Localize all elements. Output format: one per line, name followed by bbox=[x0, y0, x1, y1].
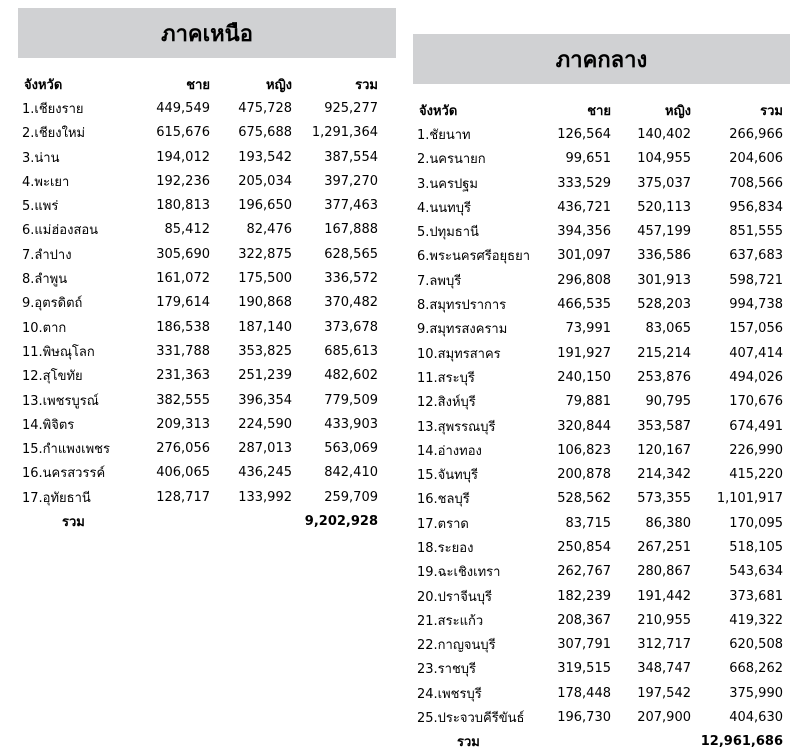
female-cell: 348,747 bbox=[637, 661, 691, 677]
table-row bbox=[413, 608, 783, 632]
table-row bbox=[413, 487, 783, 511]
table-row bbox=[413, 341, 783, 365]
table-row bbox=[18, 193, 378, 217]
total-cell: 407,414 bbox=[729, 345, 783, 361]
province-cell: 15.กำแพงเพชร bbox=[22, 442, 110, 458]
table-row bbox=[413, 147, 783, 171]
female-cell: 267,251 bbox=[637, 539, 691, 555]
province-cell: 6.พระนครศรีอยุธยา bbox=[417, 249, 531, 265]
female-cell: 336,586 bbox=[637, 248, 691, 264]
female-cell: 133,992 bbox=[238, 489, 292, 505]
female-cell: 83,065 bbox=[645, 321, 691, 337]
table-row bbox=[18, 461, 378, 485]
female-cell: 205,034 bbox=[238, 173, 292, 189]
province-cell: 7.ลพบุรี bbox=[417, 273, 462, 289]
female-cell: 90,795 bbox=[645, 394, 691, 410]
total-label: รวม bbox=[457, 735, 480, 751]
total-cell: 620,508 bbox=[729, 637, 783, 653]
male-cell: 128,717 bbox=[156, 489, 210, 505]
male-cell: 615,676 bbox=[156, 125, 210, 141]
male-cell: 436,721 bbox=[557, 199, 611, 215]
table-row bbox=[18, 218, 378, 242]
table-row bbox=[413, 219, 783, 243]
male-cell: 449,549 bbox=[156, 100, 210, 116]
male-cell: 319,515 bbox=[557, 661, 611, 677]
male-cell: 196,730 bbox=[557, 710, 611, 726]
table-header-row bbox=[18, 72, 378, 96]
province-cell: 11.สระบุรี bbox=[417, 370, 475, 386]
female-cell: 457,199 bbox=[637, 224, 691, 240]
province-cell: 13.เพชรบูรณ์ bbox=[22, 393, 99, 409]
total-value: 12,961,686 bbox=[700, 734, 783, 750]
province-cell: 3.นครปฐม bbox=[417, 176, 478, 192]
female-cell: 86,380 bbox=[645, 515, 691, 531]
north-region-title: ภาคเหนือ bbox=[18, 8, 396, 58]
female-cell: 312,717 bbox=[637, 637, 691, 653]
total-cell: 373,678 bbox=[324, 319, 378, 335]
male-cell: 305,690 bbox=[156, 246, 210, 262]
province-cell: 3.น่าน bbox=[22, 150, 60, 166]
male-cell: 250,854 bbox=[557, 539, 611, 555]
female-cell: 253,876 bbox=[637, 369, 691, 385]
table-row bbox=[18, 96, 378, 120]
total-cell: 167,888 bbox=[324, 222, 378, 238]
male-cell: 231,363 bbox=[156, 368, 210, 384]
total-cell: 925,277 bbox=[324, 100, 378, 116]
province-cell: 16.ชลบุรี bbox=[417, 492, 470, 508]
column-header-male: ชาย bbox=[587, 103, 611, 119]
female-cell: 528,203 bbox=[637, 297, 691, 313]
total-cell: 956,834 bbox=[729, 199, 783, 215]
table-row bbox=[18, 436, 378, 460]
province-cell: 1.เชียงราย bbox=[22, 101, 84, 117]
male-cell: 83,715 bbox=[565, 515, 611, 531]
table-row bbox=[413, 560, 783, 584]
north-population-table bbox=[18, 72, 378, 534]
total-cell: 637,683 bbox=[729, 248, 783, 264]
province-cell: 21.สระแก้ว bbox=[417, 613, 484, 629]
province-cell: 4.พะเยา bbox=[22, 174, 70, 190]
province-cell: 11.พิษณุโลก bbox=[22, 344, 95, 360]
province-cell: 22.กาญจนบุรี bbox=[417, 638, 496, 654]
province-cell: 9.อุตรดิตถ์ bbox=[22, 296, 83, 312]
total-cell: 518,105 bbox=[729, 539, 783, 555]
table-row bbox=[18, 339, 378, 363]
male-cell: 394,356 bbox=[557, 224, 611, 240]
male-cell: 192,236 bbox=[156, 173, 210, 189]
total-cell: 397,270 bbox=[324, 173, 378, 189]
total-cell: 494,026 bbox=[729, 369, 783, 385]
total-cell: 204,606 bbox=[729, 151, 783, 167]
male-cell: 180,813 bbox=[156, 198, 210, 214]
female-cell: 175,500 bbox=[238, 271, 292, 287]
table-row bbox=[413, 268, 783, 292]
total-cell: 387,554 bbox=[324, 149, 378, 165]
total-cell: 851,555 bbox=[729, 224, 783, 240]
table-row bbox=[18, 242, 378, 266]
male-cell: 186,538 bbox=[156, 319, 210, 335]
female-cell: 224,590 bbox=[238, 416, 292, 432]
province-cell: 14.พิจิตร bbox=[22, 417, 75, 433]
female-cell: 207,900 bbox=[637, 710, 691, 726]
female-cell: 190,868 bbox=[238, 295, 292, 311]
table-row bbox=[18, 291, 378, 315]
female-cell: 104,955 bbox=[637, 151, 691, 167]
table-row bbox=[413, 171, 783, 195]
table-row bbox=[413, 657, 783, 681]
province-cell: 15.จันทบุรี bbox=[417, 468, 478, 484]
province-cell: 10.ตาก bbox=[22, 320, 67, 336]
province-cell: 18.ระยอง bbox=[417, 540, 474, 556]
table-row bbox=[18, 412, 378, 436]
total-label: รวม bbox=[62, 514, 85, 530]
province-cell: 4.นนทบุรี bbox=[417, 200, 471, 216]
total-cell: 1,101,917 bbox=[716, 491, 783, 507]
female-cell: 215,214 bbox=[637, 345, 691, 361]
male-cell: 208,367 bbox=[557, 612, 611, 628]
total-cell: 377,463 bbox=[324, 198, 378, 214]
female-cell: 82,476 bbox=[246, 222, 292, 238]
female-cell: 191,442 bbox=[637, 588, 691, 604]
female-cell: 353,825 bbox=[238, 343, 292, 359]
total-cell: 259,709 bbox=[324, 489, 378, 505]
total-cell: 482,602 bbox=[324, 368, 378, 384]
female-cell: 353,587 bbox=[637, 418, 691, 434]
province-cell: 8.ลำพูน bbox=[22, 272, 68, 288]
male-cell: 85,412 bbox=[164, 222, 210, 238]
male-cell: 406,065 bbox=[156, 465, 210, 481]
table-row bbox=[413, 438, 783, 462]
table-row bbox=[413, 292, 783, 316]
province-cell: 17.อุทัยธานี bbox=[22, 490, 91, 506]
female-cell: 196,650 bbox=[238, 198, 292, 214]
total-cell: 628,565 bbox=[324, 246, 378, 262]
female-cell: 396,354 bbox=[238, 392, 292, 408]
total-cell: 415,220 bbox=[729, 467, 783, 483]
male-cell: 333,529 bbox=[557, 175, 611, 191]
male-cell: 320,844 bbox=[557, 418, 611, 434]
female-cell: 140,402 bbox=[637, 126, 691, 142]
column-header-total: รวม bbox=[760, 103, 783, 119]
total-cell: 563,069 bbox=[324, 441, 378, 457]
table-row bbox=[18, 145, 378, 169]
table-row bbox=[18, 121, 378, 145]
female-cell: 301,913 bbox=[637, 272, 691, 288]
male-cell: 200,878 bbox=[557, 467, 611, 483]
column-header-province: จังหวัด bbox=[24, 77, 63, 93]
table-row bbox=[18, 315, 378, 339]
province-cell: 20.ปราจีนบุรี bbox=[417, 589, 492, 605]
female-cell: 120,167 bbox=[637, 442, 691, 458]
table-row bbox=[18, 388, 378, 412]
female-cell: 675,688 bbox=[238, 125, 292, 141]
province-cell: 2.นครนายก bbox=[417, 152, 486, 168]
total-cell: 266,966 bbox=[729, 126, 783, 142]
province-cell: 17.ตราด bbox=[417, 516, 469, 532]
female-cell: 214,342 bbox=[637, 467, 691, 483]
table-row bbox=[413, 633, 783, 657]
table-row bbox=[413, 462, 783, 486]
male-cell: 99,651 bbox=[565, 151, 611, 167]
province-cell: 24.เพชรบุรี bbox=[417, 686, 482, 702]
male-cell: 179,614 bbox=[156, 295, 210, 311]
total-cell: 433,903 bbox=[324, 416, 378, 432]
male-cell: 240,150 bbox=[557, 369, 611, 385]
total-cell: 419,322 bbox=[729, 612, 783, 628]
total-cell: 170,095 bbox=[729, 515, 783, 531]
male-cell: 301,097 bbox=[557, 248, 611, 264]
central-population-table bbox=[413, 98, 783, 754]
province-cell: 5.แพร่ bbox=[22, 199, 59, 215]
male-cell: 296,808 bbox=[557, 272, 611, 288]
female-cell: 520,113 bbox=[637, 199, 691, 215]
male-cell: 178,448 bbox=[557, 685, 611, 701]
male-cell: 161,072 bbox=[156, 271, 210, 287]
female-cell: 573,355 bbox=[637, 491, 691, 507]
total-cell: 779,509 bbox=[324, 392, 378, 408]
male-cell: 126,564 bbox=[557, 126, 611, 142]
male-cell: 262,767 bbox=[557, 564, 611, 580]
column-header-province: จังหวัด bbox=[419, 103, 458, 119]
male-cell: 276,056 bbox=[156, 441, 210, 457]
province-cell: 12.สิงห์บุรี bbox=[417, 395, 476, 411]
table-header-row bbox=[413, 98, 783, 122]
table-row bbox=[18, 364, 378, 388]
female-cell: 322,875 bbox=[238, 246, 292, 262]
male-cell: 528,562 bbox=[557, 491, 611, 507]
male-cell: 382,555 bbox=[156, 392, 210, 408]
province-cell: 12.สุโขทัย bbox=[22, 369, 83, 385]
province-cell: 7.ลำปาง bbox=[22, 247, 72, 263]
column-header-female: หญิง bbox=[266, 77, 292, 93]
table-row bbox=[413, 705, 783, 729]
total-cell: 598,721 bbox=[729, 272, 783, 288]
province-cell: 14.อ่างทอง bbox=[417, 443, 482, 459]
total-cell: 375,990 bbox=[729, 685, 783, 701]
male-cell: 194,012 bbox=[156, 149, 210, 165]
total-cell: 1,291,364 bbox=[311, 125, 378, 141]
province-cell: 1.ชัยนาท bbox=[417, 127, 471, 143]
male-cell: 209,313 bbox=[156, 416, 210, 432]
female-cell: 193,542 bbox=[238, 149, 292, 165]
province-cell: 8.สมุทรปราการ bbox=[417, 298, 507, 314]
central-region-title: ภาคกลาง bbox=[413, 34, 790, 84]
total-value: 9,202,928 bbox=[304, 513, 378, 529]
province-cell: 5.ปทุมธานี bbox=[417, 225, 479, 241]
female-cell: 197,542 bbox=[637, 685, 691, 701]
table-row bbox=[413, 511, 783, 535]
female-cell: 375,037 bbox=[637, 175, 691, 191]
table-row bbox=[413, 414, 783, 438]
total-cell: 404,630 bbox=[729, 710, 783, 726]
province-cell: 16.นครสวรรค์ bbox=[22, 466, 106, 482]
total-cell: 226,990 bbox=[729, 442, 783, 458]
province-cell: 23.ราชบุรี bbox=[417, 662, 477, 678]
table-row bbox=[413, 390, 783, 414]
province-cell: 19.ฉะเชิงเทรา bbox=[417, 565, 501, 581]
female-cell: 475,728 bbox=[238, 100, 292, 116]
female-cell: 251,239 bbox=[238, 368, 292, 384]
male-cell: 307,791 bbox=[557, 637, 611, 653]
female-cell: 287,013 bbox=[238, 441, 292, 457]
male-cell: 191,927 bbox=[557, 345, 611, 361]
total-cell: 543,634 bbox=[729, 564, 783, 580]
table-row bbox=[18, 169, 378, 193]
total-cell: 170,676 bbox=[729, 394, 783, 410]
province-cell: 2.เชียงใหม่ bbox=[22, 126, 86, 142]
female-cell: 280,867 bbox=[637, 564, 691, 580]
total-row bbox=[18, 509, 378, 533]
province-cell: 13.สุพรรณบุรี bbox=[417, 419, 496, 435]
table-row bbox=[413, 122, 783, 146]
total-cell: 668,262 bbox=[729, 661, 783, 677]
column-header-male: ชาย bbox=[186, 77, 210, 93]
total-cell: 708,566 bbox=[729, 175, 783, 191]
total-cell: 674,491 bbox=[729, 418, 783, 434]
total-cell: 994,738 bbox=[729, 297, 783, 313]
province-cell: 9.สมุทรสงคราม bbox=[417, 322, 508, 338]
female-cell: 187,140 bbox=[238, 319, 292, 335]
province-cell: 25.ประจวบคีรีขันธ์ bbox=[417, 711, 525, 727]
male-cell: 182,239 bbox=[557, 588, 611, 604]
male-cell: 106,823 bbox=[557, 442, 611, 458]
table-row bbox=[413, 317, 783, 341]
table-row bbox=[18, 266, 378, 290]
table-row bbox=[413, 535, 783, 559]
table-row bbox=[413, 365, 783, 389]
column-header-female: หญิง bbox=[665, 103, 691, 119]
male-cell: 466,535 bbox=[557, 297, 611, 313]
total-cell: 157,056 bbox=[729, 321, 783, 337]
table-row bbox=[413, 244, 783, 268]
province-cell: 6.แม่ฮ่องสอน bbox=[22, 223, 99, 239]
column-header-total: รวม bbox=[355, 77, 378, 93]
table-row bbox=[413, 681, 783, 705]
female-cell: 436,245 bbox=[238, 465, 292, 481]
male-cell: 79,881 bbox=[565, 394, 611, 410]
total-cell: 373,681 bbox=[729, 588, 783, 604]
table-row bbox=[18, 485, 378, 509]
total-cell: 370,482 bbox=[324, 295, 378, 311]
total-cell: 842,410 bbox=[324, 465, 378, 481]
table-row bbox=[413, 584, 783, 608]
total-row bbox=[413, 730, 783, 754]
male-cell: 331,788 bbox=[156, 343, 210, 359]
table-row bbox=[413, 195, 783, 219]
total-cell: 685,613 bbox=[324, 343, 378, 359]
province-cell: 10.สมุทรสาคร bbox=[417, 346, 501, 362]
total-cell: 336,572 bbox=[324, 271, 378, 287]
male-cell: 73,991 bbox=[565, 321, 611, 337]
female-cell: 210,955 bbox=[637, 612, 691, 628]
